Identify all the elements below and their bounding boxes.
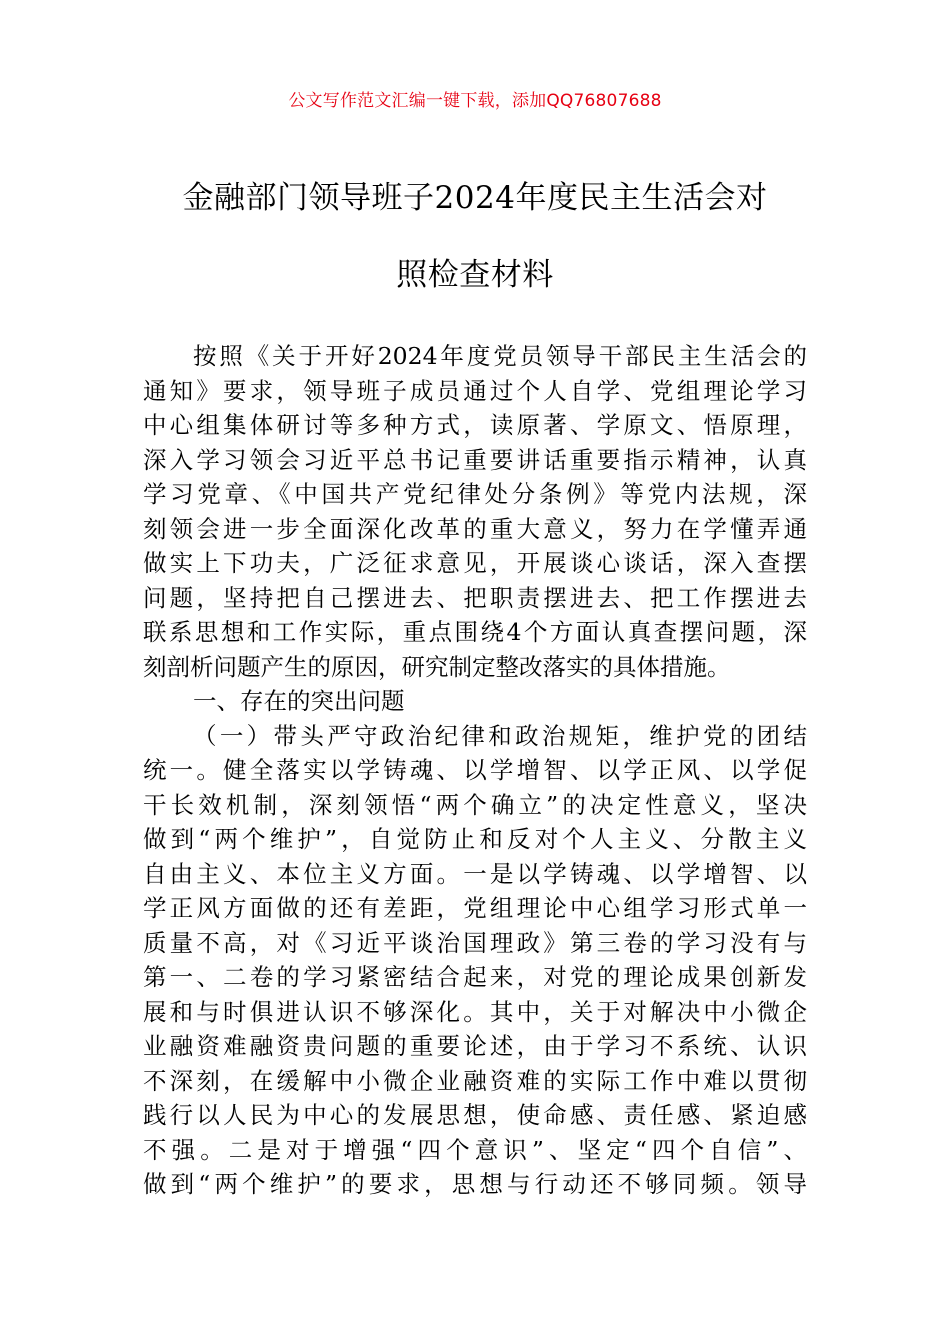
- body-line: 展和与时俱进认识不够深化。其中，关于对解决中小微企: [143, 997, 807, 1026]
- body-line: 第一、二卷的学习紧密结合起来，对党的理论成果创新发: [143, 963, 807, 991]
- body-line: 质量不高，对《习近平谈治国理政》第三卷的学习没有与: [143, 928, 807, 957]
- title-line-1: 金融部门领导班子2024年度民主生活会对: [182, 180, 768, 216]
- body-line: 按照《关于开好2024年度党员领导干部民主生活会的: [193, 342, 807, 370]
- body-line: 做到“两个维护”，自觉防止和反对个人主义、分散主义: [143, 825, 807, 853]
- body-line: 自由主义、本位主义方面。一是以学铸魂、以学增智、以: [143, 859, 807, 888]
- section-heading: 一、存在的突出问题: [193, 687, 405, 715]
- document-title: [120, 160, 830, 314]
- body-line: 做到“两个维护”的要求，思想与行动还不够同频。领导: [143, 1170, 807, 1198]
- body-line: 联系思想和工作实际，重点围绕4个方面认真查摆问题，深: [143, 618, 807, 646]
- body-line: 学习党章、《中国共产党纪律处分条例》等党内法规，深: [143, 480, 807, 508]
- body-line: 不深刻，在缓解中小微企业融资难的实际工作中难以贯彻: [143, 1066, 807, 1095]
- body-line: 做实上下功夫，广泛征求意见，开展谈心谈话，深入查摆: [143, 549, 807, 577]
- body-line: 不强。二是对于增强“四个意识”、坚定“四个自信”、: [143, 1135, 807, 1164]
- body-line: 通知》要求，领导班子成员通过个人自学、党组理论学习: [143, 376, 807, 405]
- body-line: 学正风方面做的还有差距，党组理论中心组学习形式单一: [143, 894, 807, 922]
- download-notice: 公文写作范文汇编一键下载，添加QQ76807688: [288, 91, 662, 111]
- body-line: 刻剖析问题产生的原因，研究制定整改落实的具体措施。: [143, 652, 731, 681]
- body-line: 问题，坚持把自己摆进去、把职责摆进去、把工作摆进去: [143, 583, 807, 612]
- body-line: 践行以人民为中心的发展思想，使命感、责任感、紧迫感: [143, 1101, 807, 1129]
- document-body: [143, 339, 807, 1202]
- body-line: 中心组集体研讨等多种方式，读原著、学原文、悟原理，: [143, 411, 807, 439]
- body-line: 干长效机制，深刻领悟“两个确立”的决定性意义，坚决: [143, 790, 807, 819]
- body-line: 刻领会进一步全面深化改革的重大意义，努力在学懂弄通: [143, 514, 807, 543]
- body-line: （一）带头严守政治纪律和政治规矩，维护党的团结: [193, 721, 807, 750]
- body-line: 统一。健全落实以学铸魂、以学增智、以学正风、以学促: [143, 756, 807, 784]
- body-line: 业融资难融资贵问题的重要论述，由于学习不系统、认识: [143, 1032, 807, 1060]
- title-line-2: 照检查材料: [396, 257, 554, 293]
- body-line: 深入学习领会习近平总书记重要讲话重要指示精神，认真: [143, 445, 807, 474]
